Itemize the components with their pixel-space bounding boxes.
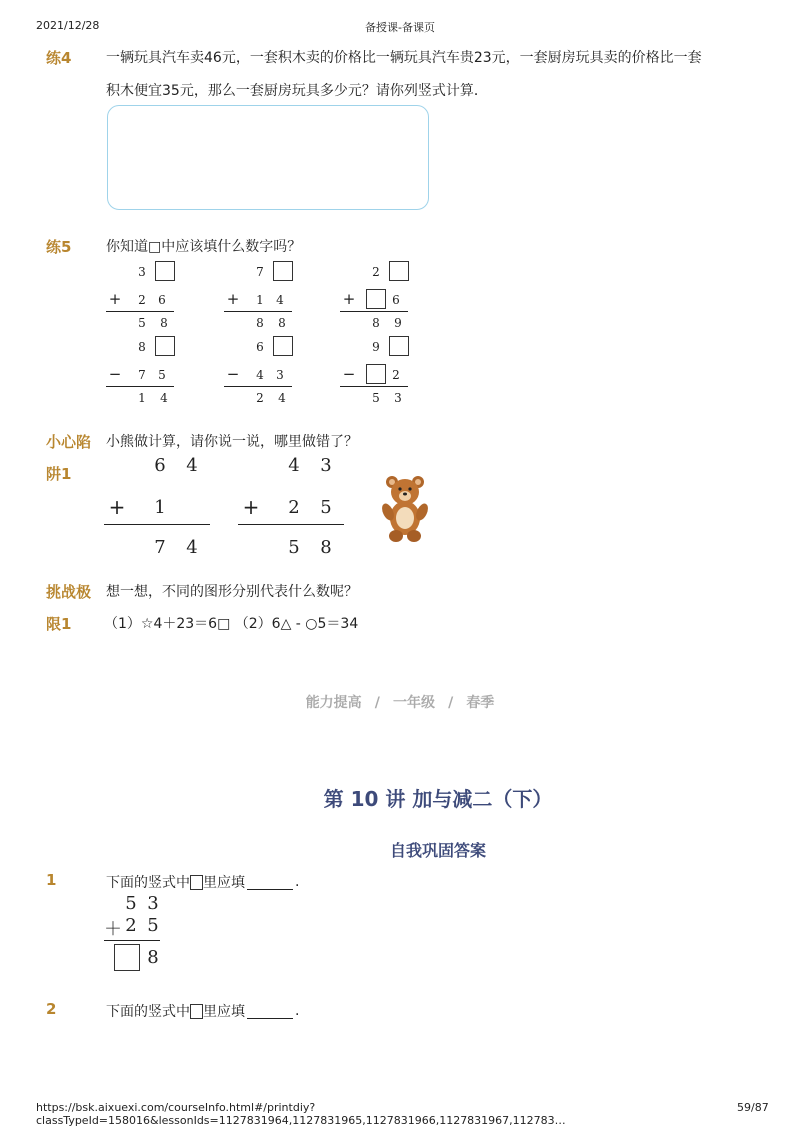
ex5-problem-4-top-ones-box[interactable] bbox=[155, 336, 175, 356]
q1-top-tens: 5 bbox=[125, 893, 137, 914]
q2-text-after: 里应填 bbox=[203, 1004, 245, 1020]
q1-res-ones: 8 bbox=[147, 947, 159, 968]
trap-problem-2-res-tens: 5 bbox=[288, 537, 300, 558]
print-url: https://bsk.aixuexi.com/courseInfo.html#/printdiy?classTypeId=158016&lessonIds=1127831964,1127831965,1127831966,1127831967,112783… bbox=[36, 1101, 566, 1127]
section-footer-sep1: / bbox=[374, 695, 380, 711]
q1-text-after: 里应填 bbox=[203, 875, 245, 891]
ex5-problem-5-res-tens: 2 bbox=[256, 391, 264, 405]
ex5-problem-1-top-ones-box[interactable] bbox=[155, 261, 175, 281]
challenge-label-line1: 挑战极 bbox=[46, 583, 92, 601]
trap-problem-1-res-ones: 4 bbox=[186, 537, 198, 558]
trap-problem-2-rule bbox=[238, 524, 344, 525]
trap-problem-1-res-tens: 7 bbox=[154, 537, 166, 558]
challenge-equations: （1）☆4＋23＝6□ （2）6△ - ○5＝34 bbox=[104, 616, 359, 632]
q1-number: 1 bbox=[46, 871, 57, 889]
ex5-problem-1-mid-tens: 2 bbox=[138, 293, 146, 307]
ex4-line1: 一辆玩具汽车卖46元，一套积木卖的价格比一辆玩具汽车贵23元，一套厨房玩具卖的价格比一套 bbox=[106, 50, 702, 66]
q1-mid-ones: 5 bbox=[147, 915, 159, 936]
trap-prompt: 小熊做计算，请你说一说，哪里做错了？ bbox=[106, 434, 358, 450]
ex5-problem-3-top-ones-box[interactable] bbox=[389, 261, 409, 281]
ex5-problem-5-res-ones: 4 bbox=[278, 391, 286, 405]
ex5-problem-1-operator: + bbox=[108, 290, 122, 308]
ex5-prompt: 你知道□中应该填什么数字吗？ bbox=[106, 239, 302, 255]
ex5-problem-3-res-tens: 8 bbox=[372, 316, 380, 330]
trap-problem-2-mid-ones: 5 bbox=[320, 497, 332, 518]
trap-problem-2-top-ones: 3 bbox=[320, 455, 332, 476]
ex5-problem-5-top-ones-box[interactable] bbox=[273, 336, 293, 356]
ex5-problem-5-rule bbox=[224, 386, 292, 387]
q1-rule bbox=[104, 940, 160, 941]
q2-question bbox=[106, 1001, 299, 1021]
ex5-problem-2-top-ones-box[interactable] bbox=[273, 261, 293, 281]
ex5-problem-3-res-ones: 9 bbox=[394, 316, 402, 330]
q1-end: . bbox=[295, 874, 300, 890]
ex5-problem-2-res-tens: 8 bbox=[256, 316, 264, 330]
trap-problem-2-res-ones: 8 bbox=[320, 537, 332, 558]
ex5-problem-2-operator: + bbox=[226, 290, 240, 308]
ex5-problem-6-res-tens: 5 bbox=[372, 391, 380, 405]
q2-inline-box bbox=[190, 1004, 203, 1019]
q1-text-before: 下面的竖式中 bbox=[106, 875, 190, 891]
challenge-prompt: 想一想，不同的图形分别代表什么数呢？ bbox=[106, 584, 358, 600]
trap-problem-1-mid-ones: 1 bbox=[154, 497, 166, 518]
section-footer-grade: 一年级 bbox=[393, 695, 435, 711]
ex5-problem-5-operator: − bbox=[226, 365, 240, 383]
ex5-problem-4-rule bbox=[106, 386, 174, 387]
section-footer-course: 能力提高 bbox=[305, 695, 362, 711]
lecture-title: 第 10 讲 加与减二（下） bbox=[323, 787, 553, 811]
q1-blank[interactable] bbox=[247, 875, 293, 890]
ex5-problem-6-rule bbox=[340, 386, 408, 387]
ex5-problem-4-mid-tens: 7 bbox=[138, 368, 146, 382]
ex5-problem-3-mid-ones: 6 bbox=[392, 293, 400, 307]
q2-number: 2 bbox=[46, 1000, 57, 1018]
trap-problem-2-top-tens: 4 bbox=[288, 455, 300, 476]
ex5-problem-5-top-tens: 6 bbox=[256, 340, 264, 354]
ex5-problem-1-rule bbox=[106, 311, 174, 312]
ex5-problem-6-operator: − bbox=[342, 365, 356, 383]
trap-problem-2-mid-tens: 2 bbox=[288, 497, 300, 518]
teddy-bear-icon bbox=[380, 472, 430, 544]
ex5-problem-2-top-tens: 7 bbox=[256, 265, 264, 279]
print-title: 备授课-备课页 bbox=[365, 21, 435, 34]
trap-problem-1-operator: + bbox=[108, 495, 126, 519]
page-number: 59/87 bbox=[737, 1101, 769, 1114]
ex5-problem-2-rule bbox=[224, 311, 292, 312]
q2-blank[interactable] bbox=[247, 1004, 293, 1019]
section-footer-sep2: / bbox=[448, 695, 454, 711]
ex4-line2: 积木便宜35元，那么一套厨房玩具多少元？请你列竖式计算． bbox=[106, 83, 488, 99]
ex5-problem-3-operator: + bbox=[342, 290, 356, 308]
q1-plus-sign: ＋ bbox=[104, 919, 122, 940]
q2-end: . bbox=[295, 1003, 300, 1019]
ex5-problem-6-top-tens: 9 bbox=[372, 340, 380, 354]
ex4-answer-box[interactable] bbox=[107, 105, 429, 210]
ex5-problem-6-mid-tens-box[interactable] bbox=[366, 364, 386, 384]
challenge-label-line2: 限1 bbox=[46, 615, 72, 633]
ex5-problem-4-res-ones: 4 bbox=[160, 391, 168, 405]
ex5-problem-3-top-tens: 2 bbox=[372, 265, 380, 279]
ex5-problem-6-top-ones-box[interactable] bbox=[389, 336, 409, 356]
trap-label-line2: 阱1 bbox=[46, 465, 72, 483]
q1-top-ones: 3 bbox=[147, 893, 159, 914]
ex5-label: 练5 bbox=[46, 238, 72, 256]
ex5-problem-1-top-tens: 3 bbox=[138, 265, 146, 279]
print-date: 2021/12/28 bbox=[36, 19, 100, 32]
ex5-problem-4-mid-ones: 5 bbox=[158, 368, 166, 382]
ex5-problem-3-mid-tens-box[interactable] bbox=[366, 289, 386, 309]
trap-problem-1-rule bbox=[104, 524, 210, 525]
ex5-problem-4-res-tens: 1 bbox=[138, 391, 146, 405]
section-footer bbox=[0, 692, 800, 712]
ex5-problem-3-rule bbox=[340, 311, 408, 312]
ex5-problem-2-mid-ones: 4 bbox=[276, 293, 284, 307]
trap-problem-1-top-ones: 4 bbox=[186, 455, 198, 476]
ex5-problem-2-res-ones: 8 bbox=[278, 316, 286, 330]
ex5-problem-1-res-ones: 8 bbox=[160, 316, 168, 330]
q1-answer-box[interactable] bbox=[114, 944, 140, 971]
section-footer-season: 春季 bbox=[466, 695, 495, 711]
ex5-problem-1-res-tens: 5 bbox=[138, 316, 146, 330]
q1-question bbox=[106, 872, 299, 892]
ex5-problem-1-mid-ones: 6 bbox=[158, 293, 166, 307]
ex5-problem-6-mid-ones: 2 bbox=[392, 368, 400, 382]
ex5-problem-5-mid-ones: 3 bbox=[276, 368, 284, 382]
ex4-label: 练4 bbox=[46, 49, 72, 67]
trap-problem-1-top-tens: 6 bbox=[154, 455, 166, 476]
ex5-problem-4-top-tens: 8 bbox=[138, 340, 146, 354]
trap-problem-2-operator: + bbox=[242, 495, 260, 519]
answers-title: 自我巩固答案 bbox=[389, 841, 486, 860]
q1-inline-box bbox=[190, 875, 203, 890]
ex5-problem-5-mid-tens: 4 bbox=[256, 368, 264, 382]
q2-text-before: 下面的竖式中 bbox=[106, 1004, 190, 1020]
ex5-problem-2-mid-tens: 1 bbox=[256, 293, 264, 307]
q1-mid-tens: 2 bbox=[125, 915, 137, 936]
ex5-problem-4-operator: − bbox=[108, 365, 122, 383]
trap-label-line1: 小心陷 bbox=[46, 433, 92, 451]
ex5-problem-6-res-ones: 3 bbox=[394, 391, 402, 405]
